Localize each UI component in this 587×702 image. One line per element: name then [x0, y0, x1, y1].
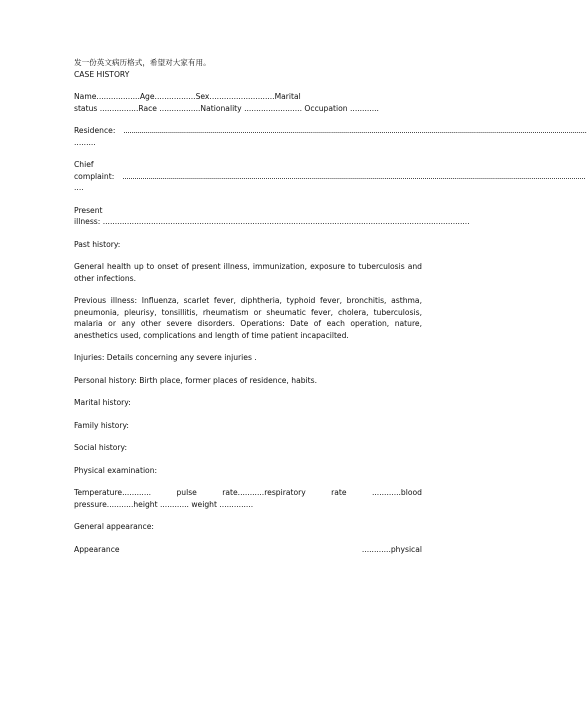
personal-history-text: Personal history: Birth place, former places of residence, habits. — [74, 375, 317, 385]
present-illness-field: illness: ........................................................................................................................................................ — [74, 217, 470, 226]
intro-text: 发一份英文病历格式，希望对大家有用。 — [74, 58, 211, 67]
residence-field — [74, 125, 422, 137]
chief-label: Chief — [74, 160, 94, 169]
present-label: Present — [74, 205, 103, 215]
identity-line-2: status ................Race .................Nationality ........................ Occupation ............ — [74, 103, 379, 113]
social-history-heading: Social history: — [74, 443, 128, 452]
general-health-paragraph: General health up to onset of present illness, immunization, exposure to tuberculosis and other infections. — [74, 262, 422, 283]
chief-tail: .... — [74, 183, 84, 192]
residence-tail: ......... — [74, 137, 96, 147]
residence-label: Residence: — [74, 126, 116, 135]
temperature-field: Temperature............ — [74, 488, 152, 497]
vitals-line-1 — [74, 487, 422, 499]
residence-dots — [115, 125, 586, 137]
physical-field: ............physical — [361, 544, 422, 554]
document-title: CASE HISTORY — [74, 69, 130, 79]
vitals-line-2: pressure...........height ............ weight .............. — [74, 499, 254, 509]
marital-history-heading: Marital history: — [74, 398, 131, 407]
general-appearance-heading: General appearance: — [74, 522, 154, 531]
appearance-label: Appearance — [74, 544, 120, 554]
chief-complaint-label: complaint: — [74, 171, 115, 181]
past-history-heading: Past history: — [74, 239, 121, 249]
rate-respiratory-field: rate...........respiratory — [222, 488, 306, 497]
pulse-label: pulse — [176, 488, 197, 497]
blood-field: ............blood — [371, 488, 422, 497]
identity-line-1: Name..................Age.................Sex...........................Marital — [74, 92, 301, 101]
chief-complaint-field — [74, 171, 422, 183]
family-history-heading: Family history: — [74, 420, 129, 430]
appearance-line — [74, 544, 422, 556]
injuries-text: Injuries: Details concerning any severe injuries . — [74, 353, 257, 362]
chief-complaint-dots — [114, 171, 585, 183]
physical-exam-heading: Physical examination: — [74, 465, 158, 475]
previous-illness-paragraph: Previous illness: Influenza, scarlet fever, diphtheria, typhoid fever, bronchitis, asthma, pneumonia, pleurisy, tonsillitis, rheumatism or sheumatic fever, cholera, tuberculosis, malaria or any other severe disorders. Operations: Date of each operation, nature, anesthetics used, complications and length of time patient incapacilted. — [74, 296, 422, 340]
rate-label: rate — [331, 488, 347, 497]
